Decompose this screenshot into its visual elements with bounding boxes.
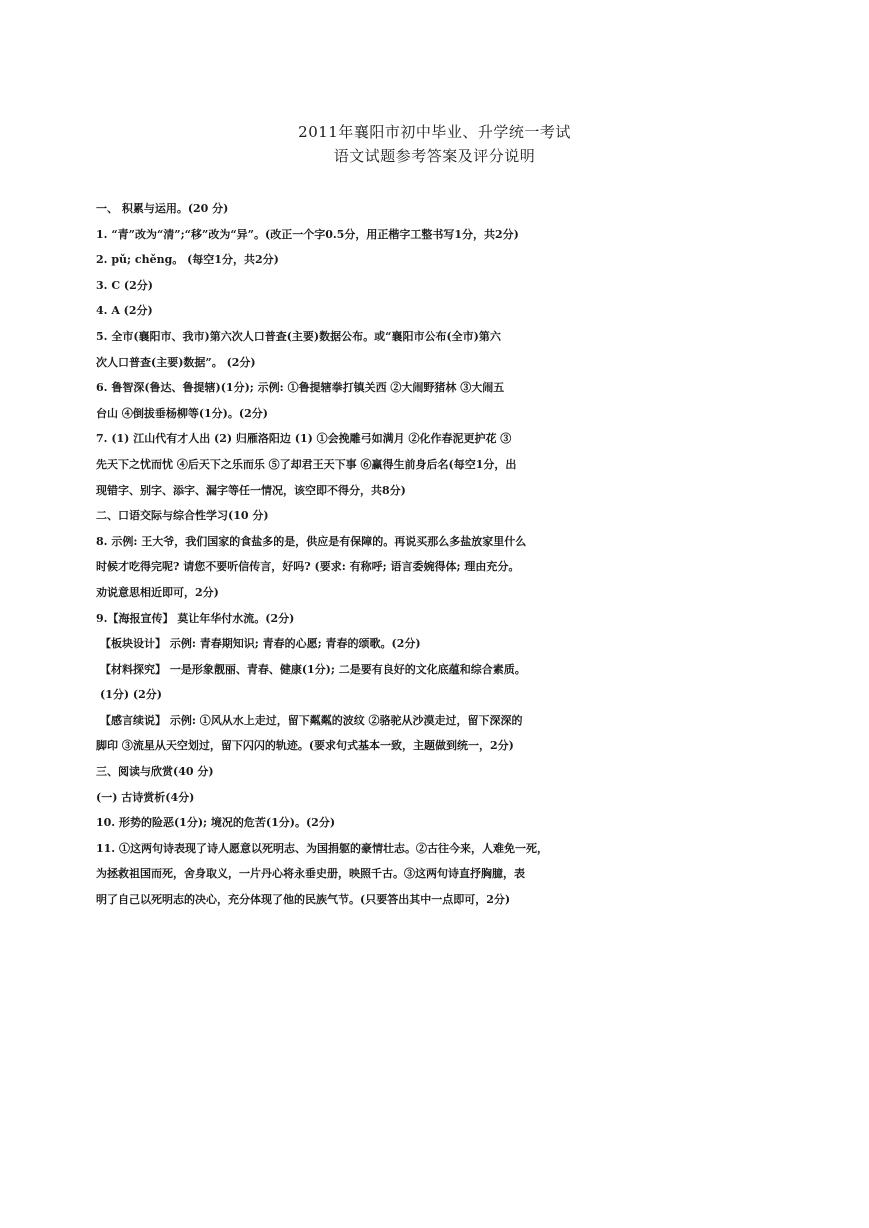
text-line: 现错字、别字、添字、漏字等任一情况，该空即不得分，共8分) [96, 483, 406, 497]
text-line: 5. 全市(襄阳市、我市)第六次人口普查(主要)数据公布。或“襄阳市公布(全市)第六 [96, 329, 501, 343]
text-line: 次人口普查(主要)数据”。 (2分) [96, 355, 256, 369]
text-line: 先天下之忧而忧 ④后天下之乐而乐 ⑤了却君王天下事 ⑥赢得生前身后名(每空1分，出 [96, 457, 517, 471]
text-line: 二、口语交际与综合性学习(10 分) [96, 509, 269, 523]
text-line: (1分) (2分) [100, 688, 162, 702]
text-line: 【感言续说】 示例: ①风从水上走过，留下粼粼的波纹 ②骆驼从沙漠走过，留下深深的 [100, 713, 523, 727]
text-line: 1. “青”改为“清”;“移”改为“异”。(改正一个字0.5分，用正楷字工整书写1分，共2分) [96, 227, 519, 241]
text-line: 9.【海报宣传】 莫让年华付水流。(2分) [96, 611, 295, 625]
text-line: 三、阅读与欣赏(40 分) [96, 765, 214, 779]
text-line: 台山 ④倒拔垂杨柳等(1分)。(2分) [96, 406, 268, 420]
answer-content [96, 196, 796, 913]
text-line: 一、 积累与运用。(20 分) [96, 202, 229, 215]
text-line: 为拯救祖国而死，舍身取义，一片丹心将永垂史册，映照千古。③这两句诗直抒胸臆，表 [96, 867, 525, 881]
text-line: 劝说意思相近即可，2分) [96, 585, 219, 599]
text-line: (一) 古诗赏析(4分) [96, 790, 195, 804]
title-line-1: 2011年襄阳市初中毕业、升学统一考试 [298, 123, 571, 141]
text-line: 【板块设计】 示例: 青春期知识; 青春的心愿; 青春的颂歌。(2分) [100, 637, 421, 651]
text-line: 10. 形势的险恶(1分); 境况的危苦(1分)。(2分) [96, 816, 336, 830]
text-line: 明了自己以死明志的决心，充分体现了他的民族气节。(只要答出其中一点即可，2分) [96, 893, 511, 907]
text-line: 2. pǔ; chěng。 (每空1分，共2分) [96, 253, 279, 267]
text-line: 脚印 ③流星从天空划过，留下闪闪的轨迹。(要求句式基本一致，主题做到统一，2分) [96, 739, 514, 753]
text-line: 3. C (2分) [96, 278, 153, 292]
text-line: 【材料探究】 一是形象靓丽、青春、健康(1分); 二是要有良好的文化底蕴和综合素质。 [100, 662, 526, 676]
text-line: 4. A (2分) [96, 304, 153, 318]
text-line: 时候才吃得完呢? 请您不要听信传言，好吗? (要求: 有称呼; 语言委婉得体; 理由充分。 [96, 560, 520, 574]
text-line: 6. 鲁智深(鲁达、鲁提辖)(1分); 示例: ①鲁提辖拳打镇关西 ②大闹野猪林 ③大闹五 [96, 381, 505, 395]
title-line-2: 语文试题参考答案及评分说明 [333, 147, 536, 165]
text-line: 11. ①这两句诗表现了诗人愿意以死明志、为国捐躯的豪情壮志。②古往今来，人难免一死， [96, 841, 548, 855]
document-title [0, 120, 869, 168]
text-line: 8. 示例: 王大爷，我们国家的食盐多的是，供应是有保障的。再说买那么多盐放家里什么 [96, 534, 527, 548]
text-line: 7. (1) 江山代有才人出 (2) 归雁洛阳边 (1) ①会挽雕弓如满月 ②化作春泥更护花 ③ [96, 432, 512, 446]
